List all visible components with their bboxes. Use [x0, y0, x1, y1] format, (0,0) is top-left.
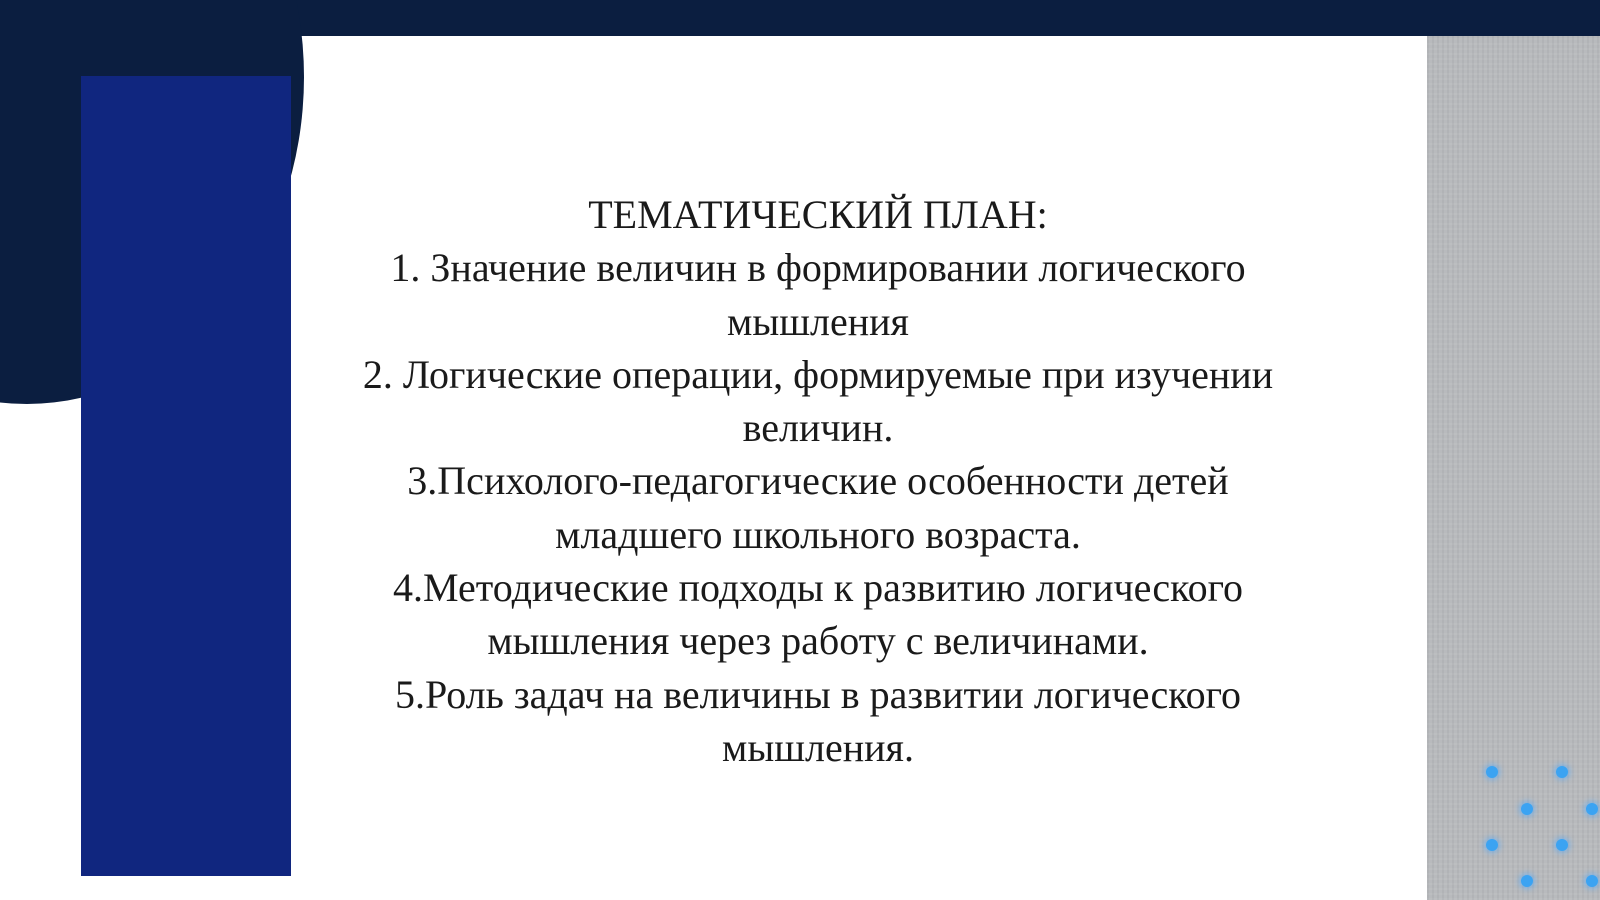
- slide-title: ТЕМАТИЧЕСКИЙ ПЛАН:: [588, 192, 1048, 237]
- plan-item-5: 5.Роль задач на величины в развитии логического мышления.: [394, 671, 1242, 770]
- decorative-dot: [1556, 766, 1568, 778]
- decorative-dot: [1556, 839, 1568, 851]
- plan-item-4: 4.Методические подходы к развитию логического мышления через работу с величинами.: [393, 565, 1243, 664]
- top-decorative-bar: [292, 0, 1600, 36]
- decorative-dot: [1586, 875, 1598, 887]
- decorative-dot: [1521, 875, 1533, 887]
- decorative-dot: [1521, 803, 1533, 815]
- decorative-dot: [1486, 766, 1498, 778]
- decorative-dot: [1486, 839, 1498, 851]
- plan-item-2: 2. Логические операции, формируемые при изучении величин.: [362, 351, 1274, 451]
- plan-item-1: 1. Значение величин в формировании логического мышления: [390, 245, 1246, 344]
- blue-rectangle-decoration: [81, 76, 291, 876]
- right-gray-panel: [1427, 36, 1600, 900]
- plan-item-3: 3.Психолого-педагогические особенности детей младшего школьного возраста.: [407, 458, 1229, 557]
- decorative-dot: [1586, 803, 1598, 815]
- thematic-plan-text: [330, 188, 1306, 774]
